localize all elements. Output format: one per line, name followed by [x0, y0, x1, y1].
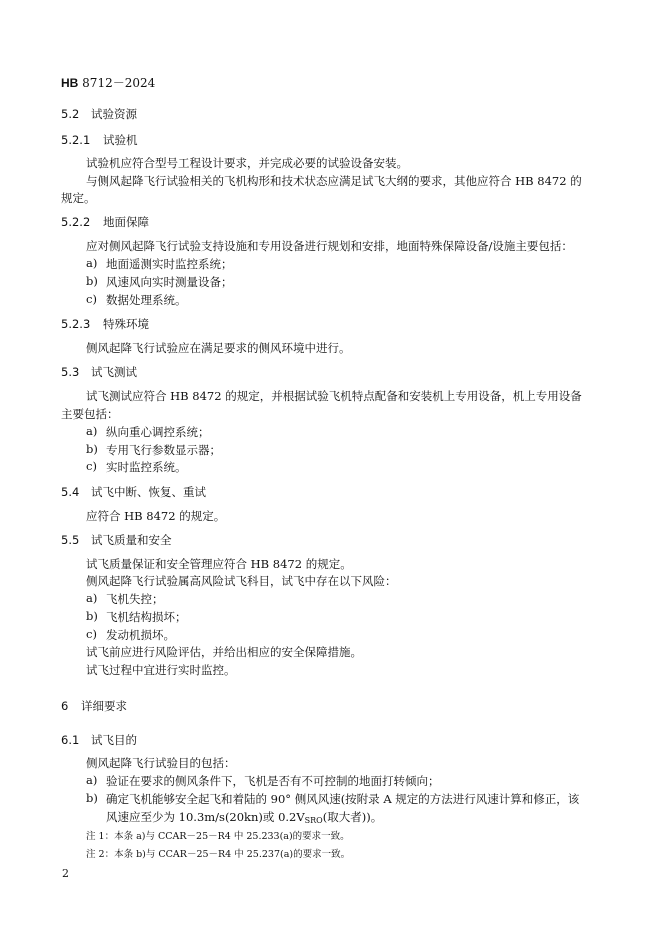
- list-text: 发动机损坏。: [106, 628, 175, 642]
- list-item: [86, 442, 486, 458]
- paragraph: 试飞前应进行风险评估，并给出相应的安全保障措施。: [86, 645, 362, 659]
- section-title: 试飞质量和安全: [91, 533, 172, 547]
- section-title: 试飞中断、恢复、重试: [91, 485, 206, 499]
- paragraph: 应符合 HB 8472 的规定。: [86, 509, 226, 523]
- paragraph: 试飞过程中宜进行实时监控。: [86, 663, 236, 677]
- document-header: [61, 74, 155, 91]
- section-title: 试飞测试: [91, 365, 137, 379]
- list-text: 实时监控系统。: [106, 460, 187, 474]
- paragraph-continuation: 主要包括：: [61, 407, 119, 421]
- list-item: [86, 459, 486, 475]
- paragraph-continuation: 规定。: [61, 191, 96, 205]
- note-2: 注 2：本条 b)与 CCAR－25－R4 中 25.237(a)的要求一致。: [86, 849, 351, 860]
- section-title: 特殊环境: [103, 317, 149, 331]
- section-heading-5-3: [61, 364, 137, 380]
- section-title: 试飞目的: [91, 733, 137, 747]
- section-title: 地面保障: [103, 215, 149, 229]
- list-text: 专用飞行参数显示器；: [106, 443, 221, 457]
- paragraph: 侧风起降飞行试验目的包括：: [86, 756, 236, 770]
- list-text: 飞机失控；: [106, 592, 164, 606]
- section-number: 5.4: [61, 485, 80, 499]
- section-number: 5.3: [61, 365, 80, 379]
- list-marker: a): [86, 591, 98, 605]
- section-heading-5-5: [61, 532, 172, 548]
- list-item: [86, 609, 486, 625]
- section-heading-5-4: [61, 484, 206, 500]
- list-text: 纵向重心调控系统；: [106, 425, 210, 439]
- list-marker: c): [86, 459, 97, 473]
- list-text: 确定飞机能够安全起飞和着陆的 90° 侧风风速(按附录 A 规定的方法进行风速计算和修正，该: [106, 792, 580, 806]
- section-heading-6: [61, 698, 127, 714]
- list-marker: b): [86, 791, 98, 805]
- list-text: 验证在要求的侧风条件下，飞机是否有不可控制的地面打转倾向；: [106, 774, 440, 788]
- list-item: [86, 773, 586, 789]
- list-item: [86, 591, 486, 607]
- paragraph: 与侧风起降飞行试验相关的飞机构形和技术状态应满足试飞大纲的要求，其他应符合 HB 8472 的: [86, 174, 582, 188]
- list-text-continuation: [106, 809, 382, 825]
- note-1: 注 1：本条 a)与 CCAR－25－R4 中 25.233(a)的要求一致。: [86, 831, 350, 842]
- list-marker: b): [86, 442, 98, 456]
- list-marker: b): [86, 609, 98, 623]
- section-heading-5-2-3: [61, 316, 149, 332]
- section-number: 5.2.1: [61, 133, 91, 147]
- list-marker: b): [86, 274, 98, 288]
- section-title: 试验资源: [91, 107, 137, 121]
- list-item: [86, 292, 486, 308]
- list-marker: a): [86, 773, 98, 787]
- subscript: SRO: [304, 816, 323, 825]
- list-item: [86, 627, 486, 643]
- list-text: 地面遥测实时监控系统；: [106, 257, 233, 271]
- list-item: [86, 256, 486, 272]
- standard-number: 8712－2024: [82, 76, 156, 90]
- section-number: 5.2.3: [61, 317, 91, 331]
- section-number: 5.2: [61, 107, 80, 121]
- section-title: 详细要求: [81, 699, 127, 713]
- paragraph: 侧风起降飞行试验应在满足要求的侧风环境中进行。: [86, 341, 351, 355]
- list-item: [86, 791, 606, 807]
- wind-speed-text-end: (取大者))。: [322, 810, 383, 824]
- section-heading-5-2-2: [61, 214, 149, 230]
- paragraph: 应对侧风起降飞行试验支持设施和专用设备进行规划和安排，地面特殊保障设备/设施主要包括：: [86, 239, 573, 253]
- section-heading-5-2-1: [61, 132, 138, 148]
- section-number: 6: [61, 699, 69, 713]
- section-number: 5.2.2: [61, 215, 91, 229]
- list-text: 数据处理系统。: [106, 293, 187, 307]
- paragraph: 试飞质量保证和安全管理应符合 HB 8472 的规定。: [86, 557, 352, 571]
- section-number: 6.1: [61, 733, 80, 747]
- list-marker: a): [86, 424, 98, 438]
- paragraph: 侧风起降飞行试验属高风险试飞科目，试飞中存在以下风险：: [86, 574, 397, 588]
- page-number: 2: [62, 867, 69, 880]
- list-marker: c): [86, 627, 97, 641]
- section-heading-6-1: [61, 732, 137, 748]
- standard-code: HB: [61, 76, 79, 90]
- section-title: 试验机: [103, 133, 138, 147]
- list-item: [86, 424, 486, 440]
- wind-speed-text: 风速应至少为 10.3m/s(20kn)或 0.2V: [106, 810, 305, 824]
- list-marker: c): [86, 292, 97, 306]
- list-text: 风速风向实时测量设备；: [106, 275, 233, 289]
- list-text: 飞机结构损坏；: [106, 610, 187, 624]
- paragraph: 试飞测试应符合 HB 8472 的规定，并根据试验飞机特点配备和安装机上专用设备，机上专用设备: [86, 389, 582, 403]
- list-marker: a): [86, 256, 98, 270]
- list-item: [86, 274, 486, 290]
- paragraph: 试验机应符合型号工程设计要求，并完成必要的试验设备安装。: [86, 156, 408, 170]
- section-heading-5-2: [61, 106, 137, 122]
- section-number: 5.5: [61, 533, 80, 547]
